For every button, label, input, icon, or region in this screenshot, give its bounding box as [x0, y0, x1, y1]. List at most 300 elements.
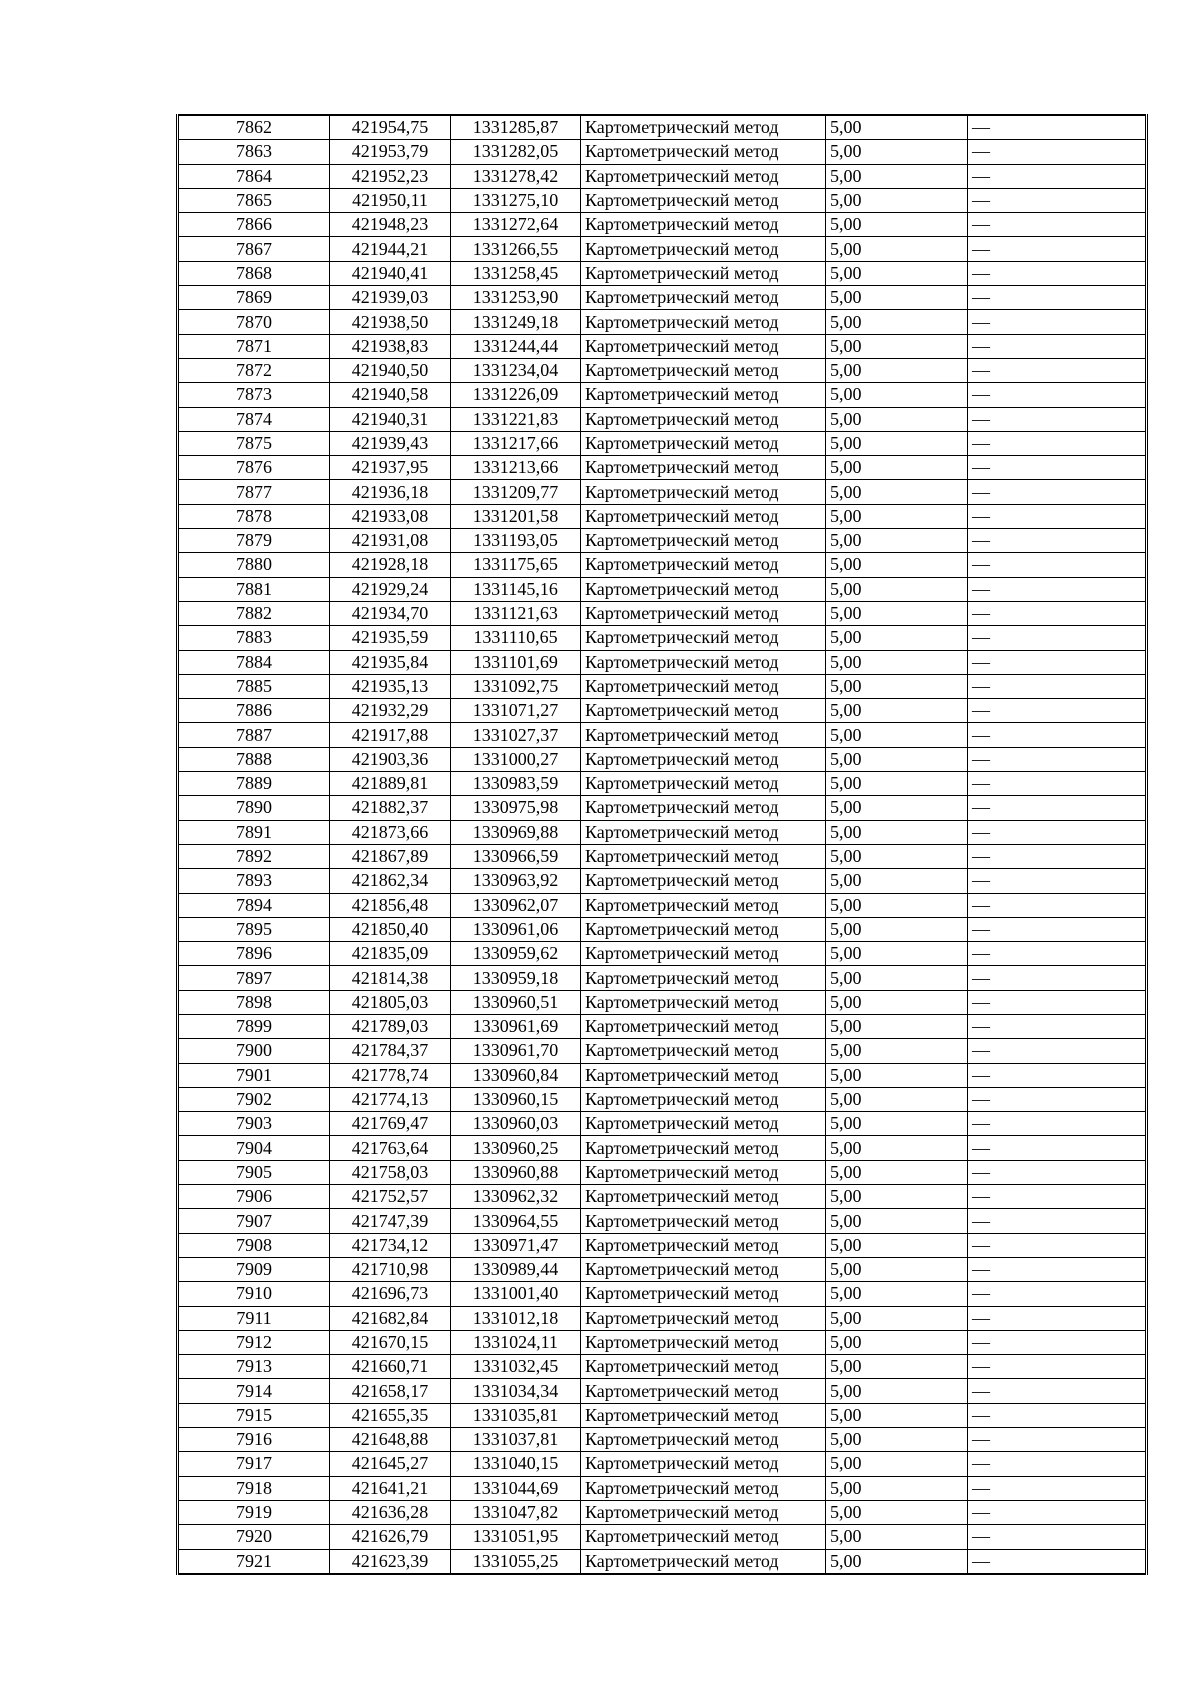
x-coordinate-cell: 421814,38	[330, 966, 451, 990]
table-row	[178, 699, 1147, 723]
y-coordinate-cell: 1331175,65	[451, 553, 581, 577]
method-cell: Картометрический метод	[581, 1525, 826, 1549]
point-number-cell: 7864	[178, 164, 330, 188]
note-cell: —	[968, 820, 1147, 844]
y-coordinate-cell: 1331221,83	[451, 407, 581, 431]
y-coordinate-cell: 1330969,88	[451, 820, 581, 844]
accuracy-cell: 5,00	[826, 650, 968, 674]
table-row	[178, 1112, 1147, 1136]
y-coordinate-cell: 1330962,07	[451, 893, 581, 917]
note-cell: —	[968, 1476, 1147, 1500]
accuracy-cell: 5,00	[826, 747, 968, 771]
table-row	[178, 820, 1147, 844]
point-number-cell: 7921	[178, 1549, 330, 1574]
point-number-cell: 7913	[178, 1355, 330, 1379]
table-row	[178, 1014, 1147, 1038]
method-cell: Картометрический метод	[581, 747, 826, 771]
accuracy-cell: 5,00	[826, 772, 968, 796]
x-coordinate-cell: 421670,15	[330, 1330, 451, 1354]
note-cell: —	[968, 358, 1147, 382]
table-row	[178, 1282, 1147, 1306]
method-cell: Картометрический метод	[581, 140, 826, 164]
y-coordinate-cell: 1331035,81	[451, 1403, 581, 1427]
x-coordinate-cell: 421939,43	[330, 431, 451, 455]
method-cell: Картометрический метод	[581, 261, 826, 285]
table-row	[178, 650, 1147, 674]
x-coordinate-cell: 421940,58	[330, 383, 451, 407]
y-coordinate-cell: 1331193,05	[451, 529, 581, 553]
x-coordinate-cell: 421636,28	[330, 1500, 451, 1524]
accuracy-cell: 5,00	[826, 1112, 968, 1136]
x-coordinate-cell: 421645,27	[330, 1452, 451, 1476]
method-cell: Картометрический метод	[581, 188, 826, 212]
accuracy-cell: 5,00	[826, 140, 968, 164]
table-row	[178, 529, 1147, 553]
x-coordinate-cell: 421862,34	[330, 869, 451, 893]
note-cell: —	[968, 504, 1147, 528]
point-number-cell: 7894	[178, 893, 330, 917]
point-number-cell: 7909	[178, 1257, 330, 1281]
point-number-cell: 7914	[178, 1379, 330, 1403]
note-cell: —	[968, 626, 1147, 650]
y-coordinate-cell: 1330963,92	[451, 869, 581, 893]
y-coordinate-cell: 1330960,25	[451, 1136, 581, 1160]
y-coordinate-cell: 1330962,32	[451, 1185, 581, 1209]
note-cell: —	[968, 966, 1147, 990]
note-cell: —	[968, 1160, 1147, 1184]
table-row	[178, 1379, 1147, 1403]
note-cell: —	[968, 188, 1147, 212]
point-number-cell: 7867	[178, 237, 330, 261]
point-number-cell: 7876	[178, 456, 330, 480]
x-coordinate-cell: 421778,74	[330, 1063, 451, 1087]
accuracy-cell: 5,00	[826, 1549, 968, 1574]
accuracy-cell: 5,00	[826, 504, 968, 528]
accuracy-cell: 5,00	[826, 1185, 968, 1209]
method-cell: Картометрический метод	[581, 1500, 826, 1524]
note-cell: —	[968, 480, 1147, 504]
x-coordinate-cell: 421682,84	[330, 1306, 451, 1330]
table-row	[178, 1063, 1147, 1087]
table-row	[178, 407, 1147, 431]
note-cell: —	[968, 796, 1147, 820]
accuracy-cell: 5,00	[826, 1403, 968, 1427]
y-coordinate-cell: 1331110,65	[451, 626, 581, 650]
table-row	[178, 480, 1147, 504]
accuracy-cell: 5,00	[826, 188, 968, 212]
method-cell: Картометрический метод	[581, 966, 826, 990]
accuracy-cell: 5,00	[826, 1355, 968, 1379]
point-number-cell: 7884	[178, 650, 330, 674]
point-number-cell: 7907	[178, 1209, 330, 1233]
x-coordinate-cell: 421805,03	[330, 990, 451, 1014]
accuracy-cell: 5,00	[826, 1428, 968, 1452]
accuracy-cell: 5,00	[826, 1306, 968, 1330]
x-coordinate-cell: 421954,75	[330, 115, 451, 140]
method-cell: Картометрический метод	[581, 310, 826, 334]
y-coordinate-cell: 1331282,05	[451, 140, 581, 164]
method-cell: Картометрический метод	[581, 1185, 826, 1209]
note-cell: —	[968, 1209, 1147, 1233]
table-row	[178, 1403, 1147, 1427]
point-number-cell: 7886	[178, 699, 330, 723]
x-coordinate-cell: 421933,08	[330, 504, 451, 528]
accuracy-cell: 5,00	[826, 358, 968, 382]
note-cell: —	[968, 650, 1147, 674]
table-row	[178, 1257, 1147, 1281]
note-cell: —	[968, 699, 1147, 723]
y-coordinate-cell: 1331032,45	[451, 1355, 581, 1379]
point-number-cell: 7871	[178, 334, 330, 358]
x-coordinate-cell: 421882,37	[330, 796, 451, 820]
accuracy-cell: 5,00	[826, 1257, 968, 1281]
table-row	[178, 1330, 1147, 1354]
table-row	[178, 990, 1147, 1014]
method-cell: Картометрический метод	[581, 553, 826, 577]
point-number-cell: 7911	[178, 1306, 330, 1330]
note-cell: —	[968, 1403, 1147, 1427]
point-number-cell: 7891	[178, 820, 330, 844]
point-number-cell: 7895	[178, 917, 330, 941]
x-coordinate-cell: 421873,66	[330, 820, 451, 844]
note-cell: —	[968, 310, 1147, 334]
accuracy-cell: 5,00	[826, 674, 968, 698]
note-cell: —	[968, 1330, 1147, 1354]
accuracy-cell: 5,00	[826, 1452, 968, 1476]
y-coordinate-cell: 1330966,59	[451, 844, 581, 868]
x-coordinate-cell: 421867,89	[330, 844, 451, 868]
table-row	[178, 796, 1147, 820]
point-number-cell: 7900	[178, 1039, 330, 1063]
accuracy-cell: 5,00	[826, 310, 968, 334]
method-cell: Картометрический метод	[581, 1306, 826, 1330]
table-row	[178, 917, 1147, 941]
point-number-cell: 7866	[178, 213, 330, 237]
accuracy-cell: 5,00	[826, 1282, 968, 1306]
table-row	[178, 674, 1147, 698]
y-coordinate-cell: 1330975,98	[451, 796, 581, 820]
note-cell: —	[968, 1185, 1147, 1209]
y-coordinate-cell: 1330971,47	[451, 1233, 581, 1257]
x-coordinate-cell: 421763,64	[330, 1136, 451, 1160]
x-coordinate-cell: 421903,36	[330, 747, 451, 771]
note-cell: —	[968, 213, 1147, 237]
x-coordinate-cell: 421889,81	[330, 772, 451, 796]
x-coordinate-cell: 421789,03	[330, 1014, 451, 1038]
method-cell: Картометрический метод	[581, 1112, 826, 1136]
y-coordinate-cell: 1331201,58	[451, 504, 581, 528]
y-coordinate-cell: 1331024,11	[451, 1330, 581, 1354]
method-cell: Картометрический метод	[581, 917, 826, 941]
method-cell: Картометрический метод	[581, 626, 826, 650]
note-cell: —	[968, 1282, 1147, 1306]
table-row	[178, 261, 1147, 285]
x-coordinate-cell: 421935,84	[330, 650, 451, 674]
y-coordinate-cell: 1330959,62	[451, 942, 581, 966]
note-cell: —	[968, 893, 1147, 917]
coordinates-table-body	[178, 115, 1147, 1574]
accuracy-cell: 5,00	[826, 1233, 968, 1257]
table-row	[178, 577, 1147, 601]
y-coordinate-cell: 1331278,42	[451, 164, 581, 188]
table-row	[178, 601, 1147, 625]
point-number-cell: 7904	[178, 1136, 330, 1160]
accuracy-cell: 5,00	[826, 1136, 968, 1160]
x-coordinate-cell: 421655,35	[330, 1403, 451, 1427]
method-cell: Картометрический метод	[581, 1476, 826, 1500]
method-cell: Картометрический метод	[581, 115, 826, 140]
y-coordinate-cell: 1331253,90	[451, 286, 581, 310]
note-cell: —	[968, 723, 1147, 747]
point-number-cell: 7902	[178, 1087, 330, 1111]
table-row	[178, 1160, 1147, 1184]
method-cell: Картометрический метод	[581, 1355, 826, 1379]
table-row	[178, 140, 1147, 164]
note-cell: —	[968, 140, 1147, 164]
accuracy-cell: 5,00	[826, 1476, 968, 1500]
accuracy-cell: 5,00	[826, 1209, 968, 1233]
y-coordinate-cell: 1331258,45	[451, 261, 581, 285]
table-row	[178, 1306, 1147, 1330]
method-cell: Картометрический метод	[581, 1209, 826, 1233]
table-row	[178, 286, 1147, 310]
note-cell: —	[968, 529, 1147, 553]
point-number-cell: 7873	[178, 383, 330, 407]
accuracy-cell: 5,00	[826, 456, 968, 480]
x-coordinate-cell: 421939,03	[330, 286, 451, 310]
x-coordinate-cell: 421940,50	[330, 358, 451, 382]
table-row	[178, 188, 1147, 212]
note-cell: —	[968, 1233, 1147, 1257]
accuracy-cell: 5,00	[826, 1039, 968, 1063]
note-cell: —	[968, 1452, 1147, 1476]
method-cell: Картометрический метод	[581, 1403, 826, 1427]
point-number-cell: 7903	[178, 1112, 330, 1136]
table-row	[178, 115, 1147, 140]
y-coordinate-cell: 1331092,75	[451, 674, 581, 698]
y-coordinate-cell: 1331217,66	[451, 431, 581, 455]
method-cell: Картометрический метод	[581, 699, 826, 723]
method-cell: Картометрический метод	[581, 893, 826, 917]
y-coordinate-cell: 1331244,44	[451, 334, 581, 358]
note-cell: —	[968, 942, 1147, 966]
accuracy-cell: 5,00	[826, 480, 968, 504]
accuracy-cell: 5,00	[826, 1525, 968, 1549]
note-cell: —	[968, 1257, 1147, 1281]
table-row	[178, 1209, 1147, 1233]
point-number-cell: 7877	[178, 480, 330, 504]
table-row	[178, 1355, 1147, 1379]
table-row	[178, 1185, 1147, 1209]
y-coordinate-cell: 1331234,04	[451, 358, 581, 382]
point-number-cell: 7919	[178, 1500, 330, 1524]
table-row	[178, 456, 1147, 480]
table-row	[178, 869, 1147, 893]
point-number-cell: 7892	[178, 844, 330, 868]
method-cell: Картометрический метод	[581, 1063, 826, 1087]
table-row	[178, 1233, 1147, 1257]
point-number-cell: 7917	[178, 1452, 330, 1476]
note-cell: —	[968, 286, 1147, 310]
y-coordinate-cell: 1331044,69	[451, 1476, 581, 1500]
y-coordinate-cell: 1331000,27	[451, 747, 581, 771]
note-cell: —	[968, 553, 1147, 577]
accuracy-cell: 5,00	[826, 917, 968, 941]
x-coordinate-cell: 421734,12	[330, 1233, 451, 1257]
accuracy-cell: 5,00	[826, 796, 968, 820]
note-cell: —	[968, 407, 1147, 431]
method-cell: Картометрический метод	[581, 942, 826, 966]
note-cell: —	[968, 1379, 1147, 1403]
method-cell: Картометрический метод	[581, 480, 826, 504]
y-coordinate-cell: 1331012,18	[451, 1306, 581, 1330]
y-coordinate-cell: 1331055,25	[451, 1549, 581, 1574]
accuracy-cell: 5,00	[826, 164, 968, 188]
table-row	[178, 310, 1147, 334]
method-cell: Картометрический метод	[581, 1549, 826, 1574]
point-number-cell: 7893	[178, 869, 330, 893]
y-coordinate-cell: 1331040,15	[451, 1452, 581, 1476]
x-coordinate-cell: 421948,23	[330, 213, 451, 237]
note-cell: —	[968, 747, 1147, 771]
note-cell: —	[968, 164, 1147, 188]
note-cell: —	[968, 1063, 1147, 1087]
table-row	[178, 747, 1147, 771]
table-row	[178, 504, 1147, 528]
accuracy-cell: 5,00	[826, 626, 968, 650]
note-cell: —	[968, 1525, 1147, 1549]
table-row	[178, 383, 1147, 407]
y-coordinate-cell: 1330983,59	[451, 772, 581, 796]
accuracy-cell: 5,00	[826, 844, 968, 868]
method-cell: Картометрический метод	[581, 772, 826, 796]
x-coordinate-cell: 421952,23	[330, 164, 451, 188]
x-coordinate-cell: 421932,29	[330, 699, 451, 723]
point-number-cell: 7875	[178, 431, 330, 455]
note-cell: —	[968, 1428, 1147, 1452]
accuracy-cell: 5,00	[826, 1014, 968, 1038]
accuracy-cell: 5,00	[826, 115, 968, 140]
y-coordinate-cell: 1330960,15	[451, 1087, 581, 1111]
method-cell: Картометрический метод	[581, 431, 826, 455]
x-coordinate-cell: 421929,24	[330, 577, 451, 601]
x-coordinate-cell: 421917,88	[330, 723, 451, 747]
method-cell: Картометрический метод	[581, 723, 826, 747]
y-coordinate-cell: 1331121,63	[451, 601, 581, 625]
x-coordinate-cell: 421835,09	[330, 942, 451, 966]
y-coordinate-cell: 1330960,51	[451, 990, 581, 1014]
y-coordinate-cell: 1330961,70	[451, 1039, 581, 1063]
table-row	[178, 1039, 1147, 1063]
x-coordinate-cell: 421747,39	[330, 1209, 451, 1233]
accuracy-cell: 5,00	[826, 893, 968, 917]
x-coordinate-cell: 421752,57	[330, 1185, 451, 1209]
x-coordinate-cell: 421850,40	[330, 917, 451, 941]
table-row	[178, 893, 1147, 917]
note-cell: —	[968, 431, 1147, 455]
table-row	[178, 334, 1147, 358]
accuracy-cell: 5,00	[826, 213, 968, 237]
accuracy-cell: 5,00	[826, 1063, 968, 1087]
x-coordinate-cell: 421769,47	[330, 1112, 451, 1136]
accuracy-cell: 5,00	[826, 383, 968, 407]
note-cell: —	[968, 383, 1147, 407]
table-row	[178, 1428, 1147, 1452]
accuracy-cell: 5,00	[826, 942, 968, 966]
table-row	[178, 626, 1147, 650]
y-coordinate-cell: 1330960,84	[451, 1063, 581, 1087]
method-cell: Картометрический метод	[581, 1160, 826, 1184]
accuracy-cell: 5,00	[826, 1087, 968, 1111]
table-row	[178, 966, 1147, 990]
table-row	[178, 213, 1147, 237]
method-cell: Картометрический метод	[581, 334, 826, 358]
table-row	[178, 1549, 1147, 1574]
method-cell: Картометрический метод	[581, 456, 826, 480]
point-number-cell: 7918	[178, 1476, 330, 1500]
y-coordinate-cell: 1331101,69	[451, 650, 581, 674]
y-coordinate-cell: 1331034,34	[451, 1379, 581, 1403]
point-number-cell: 7863	[178, 140, 330, 164]
x-coordinate-cell: 421950,11	[330, 188, 451, 212]
method-cell: Картометрический метод	[581, 820, 826, 844]
method-cell: Картометрический метод	[581, 650, 826, 674]
table-row	[178, 553, 1147, 577]
y-coordinate-cell: 1330960,03	[451, 1112, 581, 1136]
point-number-cell: 7890	[178, 796, 330, 820]
point-number-cell: 7897	[178, 966, 330, 990]
point-number-cell: 7915	[178, 1403, 330, 1427]
y-coordinate-cell: 1331275,10	[451, 188, 581, 212]
accuracy-cell: 5,00	[826, 1379, 968, 1403]
point-number-cell: 7920	[178, 1525, 330, 1549]
method-cell: Картометрический метод	[581, 1428, 826, 1452]
accuracy-cell: 5,00	[826, 334, 968, 358]
point-number-cell: 7862	[178, 115, 330, 140]
method-cell: Картометрический метод	[581, 358, 826, 382]
table-row	[178, 164, 1147, 188]
accuracy-cell: 5,00	[826, 553, 968, 577]
y-coordinate-cell: 1331047,82	[451, 1500, 581, 1524]
y-coordinate-cell: 1331051,95	[451, 1525, 581, 1549]
point-number-cell: 7889	[178, 772, 330, 796]
accuracy-cell: 5,00	[826, 1330, 968, 1354]
y-coordinate-cell: 1331285,87	[451, 115, 581, 140]
point-number-cell: 7881	[178, 577, 330, 601]
x-coordinate-cell: 421658,17	[330, 1379, 451, 1403]
accuracy-cell: 5,00	[826, 529, 968, 553]
note-cell: —	[968, 1500, 1147, 1524]
method-cell: Картометрический метод	[581, 164, 826, 188]
note-cell: —	[968, 1136, 1147, 1160]
x-coordinate-cell: 421784,37	[330, 1039, 451, 1063]
table-row	[178, 942, 1147, 966]
x-coordinate-cell: 421938,50	[330, 310, 451, 334]
coordinates-table	[176, 114, 1148, 1575]
x-coordinate-cell: 421758,03	[330, 1160, 451, 1184]
method-cell: Картометрический метод	[581, 601, 826, 625]
point-number-cell: 7882	[178, 601, 330, 625]
y-coordinate-cell: 1331209,77	[451, 480, 581, 504]
y-coordinate-cell: 1331071,27	[451, 699, 581, 723]
method-cell: Картометрический метод	[581, 1257, 826, 1281]
accuracy-cell: 5,00	[826, 990, 968, 1014]
x-coordinate-cell: 421774,13	[330, 1087, 451, 1111]
point-number-cell: 7906	[178, 1185, 330, 1209]
method-cell: Картометрический метод	[581, 407, 826, 431]
point-number-cell: 7912	[178, 1330, 330, 1354]
y-coordinate-cell: 1331266,55	[451, 237, 581, 261]
